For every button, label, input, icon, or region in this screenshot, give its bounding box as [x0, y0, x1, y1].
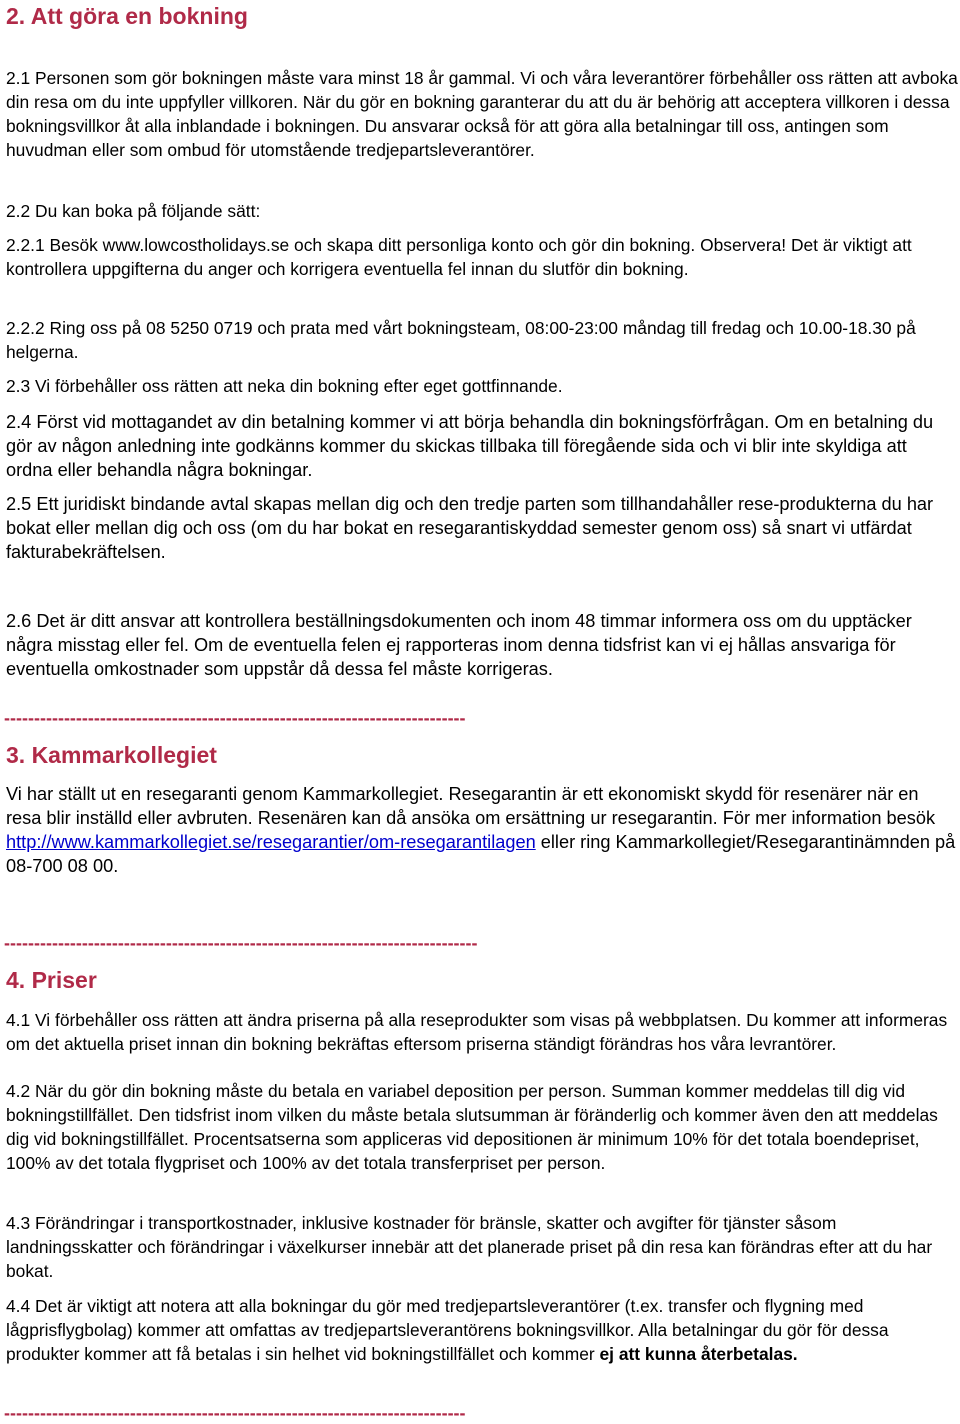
kammarkollegiet-text-end: eller ring Kammarkollegiet/Resegarantinämnden på 08-700 08 00.: [6, 832, 956, 876]
paragraph-4-3: 4.3 Förändringar i transportkostnader, inklusive kostnader för bränsle, skatter och avgifter för tjänster såsom landningsskatter och förändringar i växelkurser innebär att det planerade priset på din resa kan förändras efter att du har bokat.: [6, 1213, 933, 1281]
paragraph-4-4-text: 4.4 Det är viktigt att notera att alla bokningar du gör med tredjepartsleverantörer (t.ex. transfer och flygning med lågprisflygbolag) kommer att omfattas av tredjepartsleverantörens bokningsvillkor. Alla betalningar du gör för dessa produkter kommer att få betalas i sin helhet vid bokningstillfället och kommer: [6, 1296, 889, 1364]
section-divider: -----------------------------------------------------------------------------: [4, 708, 466, 728]
paragraph-4-4: [6, 1294, 958, 1366]
section-divider: -----------------------------------------------------------------------------: [4, 1403, 466, 1423]
paragraph-2-4: 2.4 Först vid mottagandet av din betalning kommer vi att börja behandla din bokningsförfrågan. Om en betalning du gör av någon anledning inte godkänns kommer du skickas tillbaka till föregående sida och vi blir inte skyldiga att ordna eller behandla några bokningar.: [6, 412, 934, 480]
section-4-heading: 4. Priser: [6, 967, 97, 993]
paragraph-kammarkollegiet: [6, 782, 958, 878]
paragraph-2-2-2: 2.2.2 Ring oss på 08 5250 0719 och prata med vårt bokningsteam, 08:00-23:00 måndag till fredag och 10.00-18.30 på helgerna.: [6, 318, 916, 362]
paragraph-4-2: 4.2 När du gör din bokning måste du betala en variabel deposition per person. Summan kommer meddelas till dig vid bokningstillfället. Den tidsfrist inom vilken du måste betala slutsumman är föränderlig och kommer även den att meddelas dig vid bokningstillfället. Procentsatserna som appliceras vid depositionen är minimum 10% för det totala boendepriset, 100% av det totala flygpriset och 100% av det totala transferpriset per person.: [6, 1081, 938, 1173]
section-2-heading: 2. Att göra en bokning: [6, 3, 248, 29]
paragraph-2-5: 2.5 Ett juridiskt bindande avtal skapas mellan dig och den tredje parten som tillhandahåller rese-produkterna du har bokat eller mellan dig och oss (om du har bokat en resegarantiskyddad semester genom oss) så snart vi utfärdat fakturabekräftelsen.: [6, 494, 934, 562]
paragraph-4-4-bold: ej att kunna återbetalas.: [599, 1344, 798, 1364]
section-divider: -------------------------------------------------------------------------------: [4, 933, 478, 953]
paragraph-2-2: 2.2 Du kan boka på följande sätt:: [6, 201, 261, 221]
paragraph-2-3: 2.3 Vi förbehåller oss rätten att neka din bokning efter eget gottfinnande.: [6, 376, 563, 396]
paragraph-2-2-1: 2.2.1 Besök www.lowcostholidays.se och skapa ditt personliga konto och gör din bokning. Observera! Det är viktigt att kontrollera uppgifterna du anger och korrigera eventuella fel innan du slutför din bokning.: [6, 235, 912, 279]
paragraph-2-1: 2.1 Personen som gör bokningen måste vara minst 18 år gammal. Vi och våra leverantörer förbehåller oss rätten att avboka din resa om du inte uppfyller villkoren. När du gör en bokning garanterar du att du är behörig att acceptera villkoren i dessa bokningsvillkor åt alla inblandade i bokningen. Du ansvarar också för att göra alla betalningar till oss, antingen som huvudman eller som ombud för utomstående tredjepartsleverantörer.: [6, 68, 958, 160]
section-3-heading: 3. Kammarkollegiet: [6, 742, 217, 768]
kammarkollegiet-text: Vi har ställt ut en resegaranti genom Kammarkollegiet. Resegarantin är ett ekonomiskt skydd för resenärer när en resa blir inställd eller avbruten. Resenären kan då ansöka om ersättning ur resegarantin. För mer information besök: [6, 784, 936, 828]
resegaranti-link[interactable]: http://www.kammarkollegiet.se/resegarantier/om-resegarantilagen: [6, 832, 536, 852]
paragraph-2-6: 2.6 Det är ditt ansvar att kontrollera beställningsdokumenten och inom 48 timmar informera oss om du upptäcker några misstag eller fel. Om de eventuella felen ej rapporteras inom denna tidsfrist kan vi ej hållas ansvariga för eventuella omkostnader som uppstår då dessa fel måste korrigeras.: [6, 611, 912, 679]
paragraph-4-1: 4.1 Vi förbehåller oss rätten att ändra priserna på alla reseprodukter som visas på webbplatsen. Du kommer att informeras om det aktuella priset innan din bokning bekräftas eftersom priserna ständigt förändras hos våra levrantörer.: [6, 1010, 948, 1054]
